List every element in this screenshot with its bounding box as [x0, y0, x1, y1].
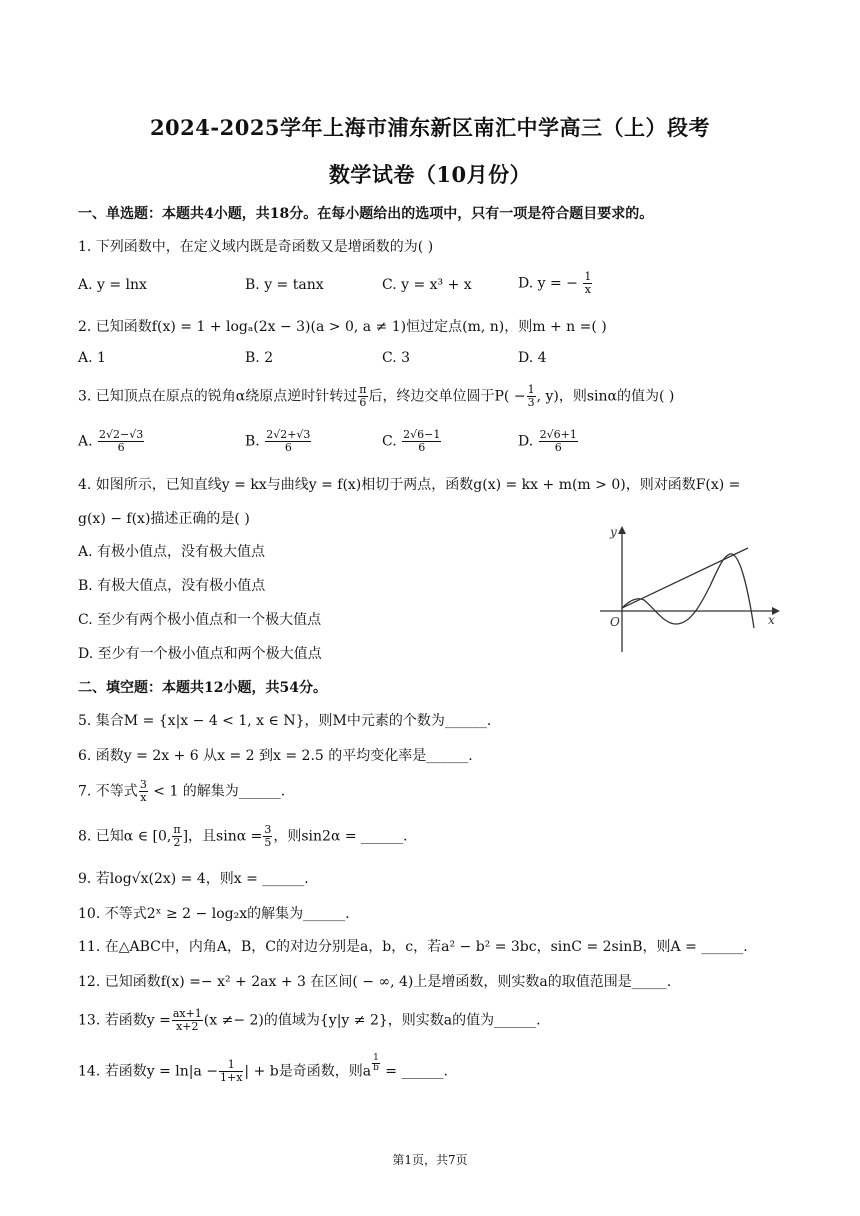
q3-text-mid: 后，终边交单位圆于P( −: [368, 388, 526, 405]
q8-mid: ]，且sinα =: [182, 828, 263, 845]
option-fraction: [98, 429, 144, 454]
question-3-stem: [78, 384, 674, 409]
y-axis-label: y: [610, 525, 617, 539]
question-10: 10. 不等式2ˣ ≥ 2 − log₂x的解集为______.: [78, 906, 350, 922]
q7-fraction: [139, 779, 148, 804]
q7-pre: 7. 不等式: [78, 783, 138, 800]
question-1-stem: 1. 下列函数中，在定义域内既是奇函数又是增函数的为( ): [78, 239, 434, 255]
question-1-option-b: B. y = tanx: [245, 277, 324, 293]
frac-numerator: 2√2−√3: [99, 428, 144, 441]
q13-pre: 13. 若函数y =: [78, 1012, 171, 1029]
question-4-stem-line1: 4. 如图所示，已知直线y = kx与曲线y = f(x)相切于两点，函数g(x) = kx + m(m > 0)，则对函数F(x) =: [78, 477, 741, 493]
frac-denominator: 6: [117, 441, 125, 454]
frac-denominator: x+2: [176, 1020, 199, 1033]
question-8: [78, 824, 408, 849]
question-3-option-b: [245, 429, 312, 454]
frac-denominator: x: [584, 283, 591, 296]
question-3-option-d: [518, 429, 579, 454]
origin-label: O: [610, 615, 620, 629]
q8-post: ，则sin2α = ______.: [273, 828, 408, 845]
x-axis-label: x: [768, 613, 775, 627]
option-label: D.: [518, 433, 534, 450]
option-label: A.: [78, 433, 93, 450]
frac-denominator: 6: [418, 441, 426, 454]
option-label: C.: [382, 433, 397, 450]
q13-fraction: [172, 1008, 203, 1033]
frac-numerator: 3: [264, 823, 272, 836]
y-axis-arrow: [618, 526, 626, 534]
option-fraction: [539, 429, 578, 454]
q3-one-third: [527, 384, 536, 409]
frac-numerator: π: [173, 823, 181, 836]
question-4-option-a: A. 有极小值点，没有极大值点: [78, 544, 266, 560]
function-curve: [622, 554, 754, 628]
question-4-option-d: D. 至少有一个极小值点和两个极大值点: [78, 646, 322, 662]
frac-numerator: 1: [373, 1053, 379, 1063]
frac-denominator: 6: [554, 441, 562, 454]
q8-fraction-2: [263, 824, 272, 849]
q13-post: (x ≠− 2)的值域为{y|y ≠ 2}，则实数a的值为______.: [203, 1012, 541, 1029]
question-2-stem: 2. 已知函数f(x) = 1 + logₐ(2x − 3)(a > 0, a ≠ 1)恒过定点(m, n)，则m + n =( ): [78, 319, 607, 335]
frac-denominator: 3: [527, 396, 535, 409]
question-1-option-c: C. y = x³ + x: [382, 277, 472, 293]
frac-denominator: 6: [359, 396, 367, 409]
q8-fraction-1: [172, 824, 181, 849]
page-subtitle: 数学试卷（10月份）: [328, 162, 532, 187]
frac-numerator: 1: [219, 1059, 243, 1072]
question-4-stem-line2: g(x) − f(x)描述正确的是( ): [78, 511, 250, 527]
question-6: 6. 函数y = 2x + 6 从x = 2 到x = 2.5 的平均变化率是______.: [78, 748, 473, 764]
q14-mid: | + b是奇函数，则a: [244, 1063, 372, 1080]
question-3-option-c: [382, 429, 442, 454]
page-title: 2024-2025学年上海市浦东新区南汇中学高三（上）段考: [149, 115, 711, 140]
question-2-option-b: B. 2: [245, 350, 274, 366]
section-heading-single-choice: 一、单选题：本题共4小题，共18分。在每小题给出的选项中，只有一项是符合题目要求的。: [78, 206, 654, 222]
frac-denominator: b: [373, 1063, 379, 1073]
question-13: [78, 1008, 541, 1033]
frac-denominator: 6: [284, 441, 292, 454]
question-1-option-d: [518, 271, 593, 296]
q14-pre: 14. 若函数y = ln|a −: [78, 1063, 218, 1080]
frac-denominator: 1+x: [220, 1071, 243, 1085]
frac-numerator: ax+1: [172, 1007, 202, 1020]
frac-numerator: 2√6+1: [539, 428, 577, 441]
question-4-option-b: B. 有极大值点，没有极小值点: [78, 578, 266, 594]
option-fraction: [402, 429, 441, 454]
question-1-option-a: A. y = lnx: [78, 277, 147, 293]
frac-numerator: π: [359, 383, 367, 396]
option-fraction: [265, 429, 311, 454]
q7-post: < 1 的解集为______.: [148, 783, 286, 800]
frac-denominator: x: [140, 791, 147, 804]
q14-post: = ______.: [380, 1063, 448, 1080]
question-11: 11. 在△ABC中，内角A，B，C的对边分别是a，b，c，若a² − b² = 3bc，sinC = 2sinB，则A = ______.: [78, 939, 748, 955]
question-1-option-d-fraction: [583, 271, 592, 296]
option-label: B.: [245, 433, 260, 450]
question-5: 5. 集合M = {x|x − 4 < 1, x ∈ N}，则M中元素的个数为______.: [78, 713, 492, 729]
q14-exponent-fraction: [372, 1054, 380, 1073]
question-2-option-c: C. 3: [382, 350, 411, 366]
frac-numerator: 2√2+√3: [266, 428, 311, 441]
question-4-option-c: C. 至少有两个极小值点和一个极大值点: [78, 612, 322, 628]
q3-text-pre: 3. 已知顶点在原点的锐角α绕原点逆时针转过: [78, 388, 358, 405]
q8-pre: 8. 已知α ∈ [0,: [78, 828, 172, 845]
frac-denominator: 5: [264, 836, 272, 849]
q14-fraction: [219, 1059, 243, 1084]
question-14: [78, 1054, 448, 1084]
question-1-option-d-prefix: D. y = −: [518, 275, 578, 292]
q3-pi-over-6: [358, 384, 367, 409]
question-4-figure: [596, 518, 781, 656]
page-footer: 第1页，共7页: [392, 1153, 468, 1167]
q3-text-post: , y)，则sinα的值为( ): [536, 388, 675, 405]
question-7: [78, 779, 285, 804]
question-2-option-a: A. 1: [78, 350, 106, 366]
frac-numerator: 2√6−1: [403, 428, 441, 441]
question-12: 12. 已知函数f(x) =− x² + 2ax + 3 在区间( − ∞, 4)上是增函数，则实数a的取值范围是_____.: [78, 974, 672, 990]
frac-numerator: 1: [584, 270, 592, 283]
question-2-option-d: D. 4: [518, 350, 547, 366]
frac-numerator: 3: [139, 778, 147, 791]
section-heading-fill-in: 二、填空题：本题共12小题，共54分。: [78, 680, 327, 696]
question-3-option-a: [78, 429, 145, 454]
frac-denominator: 2: [173, 836, 181, 849]
question-9: 9. 若log√x(2x) = 4，则x = ______.: [78, 871, 309, 887]
frac-numerator: 1: [527, 383, 535, 396]
